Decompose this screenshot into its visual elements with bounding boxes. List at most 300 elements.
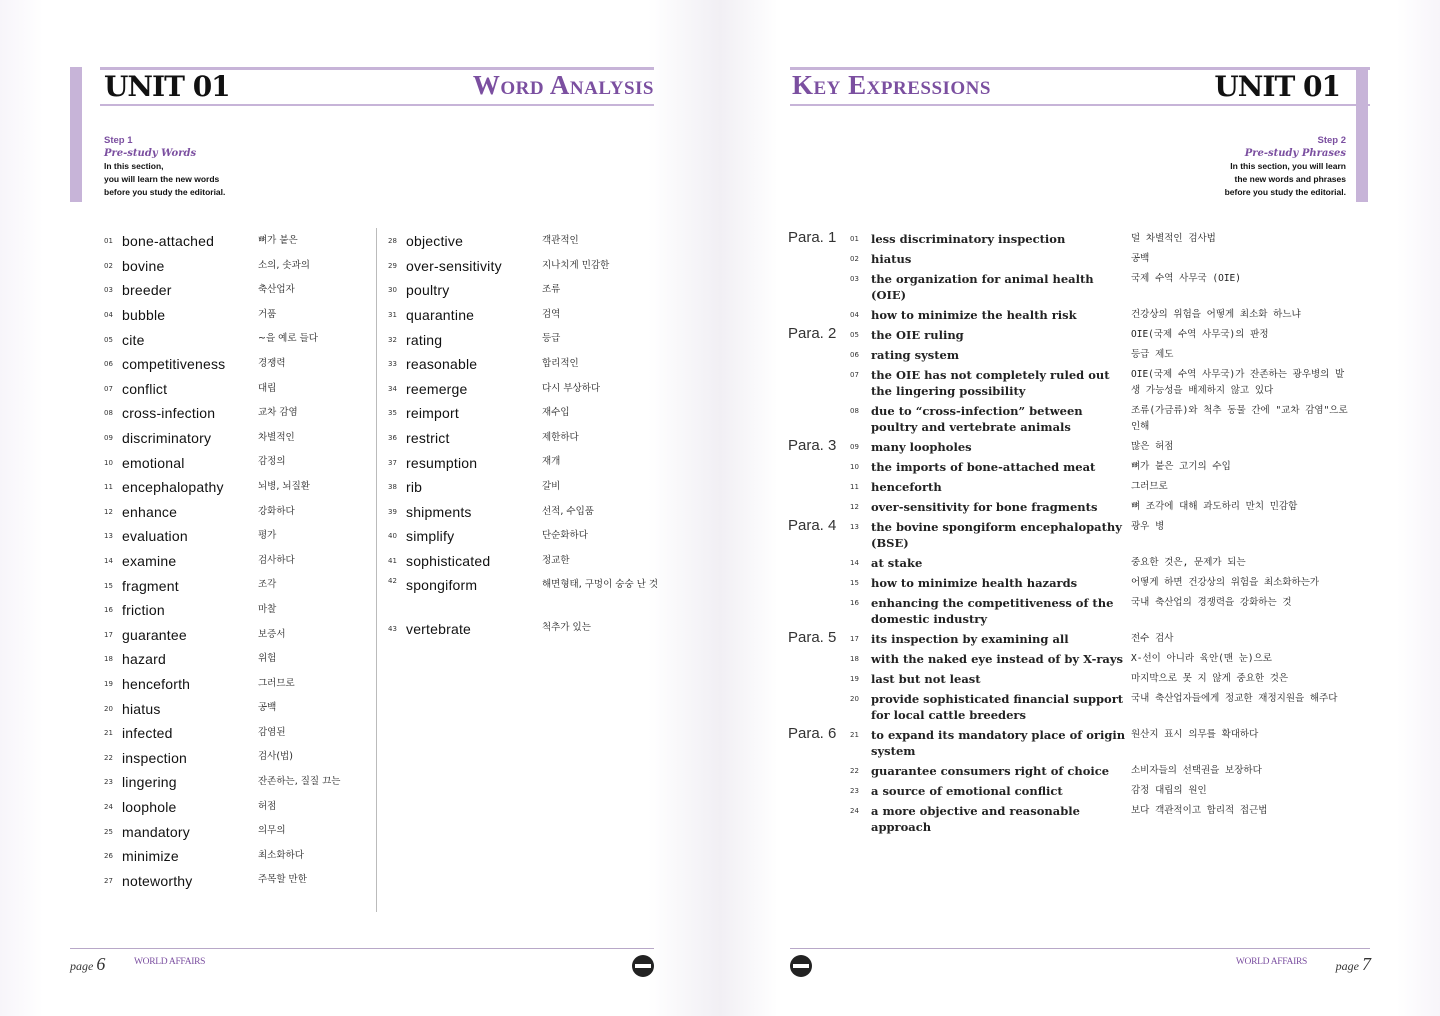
word-number: 26	[104, 852, 113, 861]
expression-text: how to minimize the health risk	[871, 308, 1077, 322]
expression-row	[788, 669, 1428, 689]
column-divider	[376, 228, 377, 912]
expression-text: provide sophisticated financial support for local cattle breeders	[871, 692, 1124, 722]
logo-icon	[790, 955, 812, 977]
expression-meaning: 그러므로	[1131, 481, 1168, 492]
magazine-name: WORLD AFFAIRS	[1235, 957, 1307, 967]
word-number: 40	[388, 532, 397, 541]
paragraph-label: Para. 4	[788, 517, 837, 534]
word-term: infected	[122, 725, 173, 742]
word-term: vertebrate	[406, 620, 472, 637]
word-meaning: 의무의	[258, 825, 286, 837]
word-meaning: 평가	[258, 530, 277, 542]
word-meaning: 차별적인	[258, 431, 295, 443]
word-row	[104, 573, 374, 598]
word-term: cite	[122, 331, 145, 348]
word-row	[104, 229, 374, 254]
word-number: 08	[104, 409, 113, 418]
word-meaning: 검사(법)	[258, 751, 293, 763]
expression-number: 18	[850, 655, 859, 663]
word-row	[388, 549, 658, 574]
expression-meaning: 덜 차별적인 검사법	[1131, 233, 1216, 244]
word-term: restrict	[406, 430, 450, 447]
expression-number: 08	[850, 407, 859, 415]
word-row	[104, 721, 374, 746]
word-term: encephalopathy	[122, 479, 224, 496]
word-term: shipments	[406, 503, 472, 520]
expression-number: 15	[850, 579, 859, 587]
expression-text: the imports of bone-attached meat	[871, 460, 1096, 474]
word-term: simplify	[406, 528, 455, 545]
word-meaning: 강화하다	[258, 505, 295, 517]
expression-meaning: 많은 허점	[1131, 441, 1174, 452]
word-term: cross-infection	[122, 405, 216, 422]
expression-number: 12	[850, 503, 859, 511]
word-meaning: ~을 예로 들다	[258, 333, 318, 345]
word-row	[388, 229, 658, 254]
word-term: noteworthy	[122, 872, 193, 889]
word-row	[104, 327, 374, 352]
expression-text: at stake	[871, 556, 923, 570]
word-row	[104, 254, 374, 279]
expression-text: a source of emotional conflict	[871, 784, 1063, 798]
word-row	[104, 500, 374, 525]
word-row	[104, 426, 374, 451]
logo-icon	[632, 955, 654, 977]
word-number: 25	[104, 827, 113, 836]
page-number	[70, 954, 105, 975]
expression-text: guarantee consumers right of choice	[871, 764, 1110, 778]
expression-row	[788, 517, 1428, 553]
word-number: 39	[388, 507, 397, 516]
step-intro	[1225, 134, 1346, 199]
expression-text: its inspection by examining all	[871, 632, 1069, 646]
expression-number: 20	[850, 695, 859, 703]
word-meaning: 마찰	[258, 603, 277, 615]
expression-text: the OIE has not completely ruled out the lingering possibility	[871, 368, 1110, 398]
word-meaning: 지나치게 민감한	[542, 259, 610, 271]
expression-text: the organization for animal health (OIE)	[871, 272, 1094, 302]
word-meaning: 해면형태, 구멍이 숭숭 난 것	[542, 579, 659, 591]
expression-row	[788, 229, 1428, 249]
word-row	[388, 616, 658, 641]
word-meaning: 검역	[542, 308, 561, 320]
word-term: loophole	[122, 798, 177, 815]
word-number: 20	[104, 704, 113, 713]
expression-meaning: 조류(가금류)와 척추 동물 간에 "교차 감염"으로 인해	[1131, 405, 1348, 432]
word-row	[104, 303, 374, 328]
expression-meaning: 등급 제도	[1131, 349, 1174, 360]
word-term: evaluation	[122, 528, 188, 545]
word-number: 11	[104, 483, 113, 492]
expression-row	[788, 689, 1428, 725]
expression-row	[788, 629, 1428, 649]
word-term: enhance	[122, 503, 178, 520]
expression-number: 24	[850, 807, 859, 815]
word-row	[388, 327, 658, 352]
expression-text: the bovine spongiform encephalopathy (BSE)	[871, 520, 1122, 550]
word-term: resumption	[406, 454, 478, 471]
word-row	[388, 573, 658, 616]
expression-number: 02	[850, 255, 859, 263]
word-meaning: 뇌병, 뇌질환	[258, 480, 310, 492]
word-row	[104, 623, 374, 648]
paragraph-label: Para. 1	[788, 229, 837, 246]
expression-meaning: 건강상의 위험을 어떻게 최소화 하느냐	[1131, 309, 1301, 320]
word-meaning: 보증서	[258, 628, 286, 640]
expression-row	[788, 477, 1428, 497]
word-number: 35	[388, 409, 397, 418]
word-term: bone-attached	[122, 233, 215, 250]
word-row	[104, 696, 374, 721]
expression-row	[788, 249, 1428, 269]
word-term: bovine	[122, 257, 165, 274]
word-number: 03	[104, 286, 113, 295]
word-meaning: 대립	[258, 382, 277, 394]
expression-number: 04	[850, 311, 859, 319]
expression-text: henceforth	[871, 480, 942, 494]
expression-text: due to “cross-infection” between poultry and vertebrate animals	[871, 404, 1083, 434]
paragraph-label: Para. 2	[788, 325, 837, 342]
step-line: before you study the editorial.	[104, 187, 226, 197]
word-row	[388, 278, 658, 303]
word-term: spongiform	[406, 577, 478, 594]
word-meaning: 조류	[542, 284, 561, 296]
word-term: discriminatory	[122, 430, 212, 447]
word-term: henceforth	[122, 675, 191, 692]
header-rule-bottom	[100, 104, 654, 106]
expression-meaning: 전수 검사	[1131, 633, 1174, 644]
word-meaning: 갈비	[542, 480, 561, 492]
expression-row	[788, 781, 1428, 801]
word-row	[388, 450, 658, 475]
word-number: 43	[388, 624, 397, 633]
word-number: 38	[388, 483, 397, 492]
right-page	[720, 0, 1440, 1016]
expression-number: 22	[850, 767, 859, 775]
word-meaning: 조각	[258, 579, 277, 591]
word-meaning: 등급	[542, 333, 561, 345]
expression-number: 17	[850, 635, 859, 643]
word-number: 32	[388, 335, 397, 344]
page-number	[1336, 954, 1371, 975]
expression-row	[788, 573, 1428, 593]
step-subtitle: Pre-study Phrases	[1244, 148, 1346, 159]
word-row	[104, 819, 374, 844]
paragraph-label: Para. 6	[788, 725, 837, 742]
word-list-column-2	[388, 229, 658, 641]
word-meaning: 위험	[258, 653, 277, 665]
expression-meaning: 공백	[1131, 253, 1150, 264]
word-term: examine	[122, 553, 177, 570]
expression-row	[788, 305, 1428, 325]
step-intro	[104, 134, 225, 199]
expression-meaning: 국내 축산업자들에게 정교한 재정지원을 해주다	[1131, 693, 1338, 704]
page-num: 6	[96, 954, 106, 974]
word-meaning: 최소화하다	[258, 849, 304, 861]
word-meaning: 잔존하는, 질질 끄는	[258, 776, 341, 788]
expression-text: with the naked eye instead of by X-rays	[871, 652, 1124, 666]
word-term: friction	[122, 602, 165, 619]
word-number: 34	[388, 384, 397, 393]
word-number: 13	[104, 532, 113, 541]
step-line: In this section,	[104, 161, 164, 171]
word-row	[388, 524, 658, 549]
expression-row	[788, 553, 1428, 573]
word-meaning: 재개	[542, 456, 561, 468]
header-rule-bottom	[790, 104, 1370, 106]
word-number: 33	[388, 360, 397, 369]
word-number: 16	[104, 606, 113, 615]
word-number: 36	[388, 434, 397, 443]
footer-rule	[70, 948, 654, 949]
word-term: reimport	[406, 405, 459, 422]
expression-list	[788, 229, 1428, 837]
expression-meaning: 보다 객관적이고 합리적 접근법	[1131, 805, 1268, 816]
section-title: Key Expressions	[792, 70, 991, 100]
word-row	[388, 475, 658, 500]
word-row	[388, 254, 658, 279]
expression-text: a more objective and reasonable approach	[871, 804, 1080, 834]
expression-meaning: 뼈 조각에 대해 과도하리 만치 민감함	[1131, 501, 1298, 512]
word-term: conflict	[122, 380, 168, 397]
word-list-column-1	[104, 229, 374, 893]
expression-text: how to minimize health hazards	[871, 576, 1078, 590]
word-number: 04	[104, 311, 113, 320]
expression-number: 09	[850, 443, 859, 451]
expression-text: hiatus	[871, 252, 912, 266]
word-meaning: 다시 부상하다	[542, 382, 601, 394]
step-line: In this section, you will learn	[1230, 161, 1346, 171]
expression-meaning: 소비자들의 선택권을 보장하다	[1131, 765, 1262, 776]
word-term: bubble	[122, 307, 166, 324]
word-row	[388, 377, 658, 402]
expression-row	[788, 345, 1428, 365]
word-term: minimize	[122, 848, 179, 865]
word-term: mandatory	[122, 823, 190, 840]
word-term: reemerge	[406, 380, 468, 397]
expression-meaning: 감정 대립의 원인	[1131, 785, 1207, 796]
word-meaning: 감염된	[258, 726, 286, 738]
word-number: 19	[104, 679, 113, 688]
word-term: fragment	[122, 577, 179, 594]
word-meaning: 선적, 수입품	[542, 505, 594, 517]
step-line: before you study the editorial.	[1224, 187, 1346, 197]
expression-meaning: 국내 축산업의 경쟁력을 강화하는 것	[1131, 597, 1292, 608]
word-meaning: 정교한	[542, 554, 570, 566]
word-number: 01	[104, 237, 113, 246]
word-row	[104, 672, 374, 697]
word-number: 23	[104, 778, 113, 787]
word-meaning: 경쟁력	[258, 357, 286, 369]
expression-row	[788, 761, 1428, 781]
expression-row	[788, 401, 1428, 437]
word-term: lingering	[122, 774, 177, 791]
expression-number: 01	[850, 235, 859, 243]
word-number: 37	[388, 458, 397, 467]
page-word: page	[70, 959, 94, 973]
expression-row	[788, 725, 1428, 761]
word-number: 22	[104, 753, 113, 762]
word-row	[104, 377, 374, 402]
expression-row	[788, 801, 1428, 837]
expression-number: 14	[850, 559, 859, 567]
word-number: 42	[388, 577, 397, 586]
magazine-name: WORLD AFFAIRS	[134, 957, 206, 967]
word-row	[104, 450, 374, 475]
expression-number: 10	[850, 463, 859, 471]
word-meaning: 축산업자	[258, 284, 295, 296]
expression-number: 07	[850, 371, 859, 379]
word-row	[388, 500, 658, 525]
expression-row	[788, 649, 1428, 669]
word-meaning: 척추가 있는	[542, 622, 591, 634]
expression-number: 23	[850, 787, 859, 795]
word-row	[388, 303, 658, 328]
expression-number: 06	[850, 351, 859, 359]
word-row	[104, 844, 374, 869]
word-row	[104, 524, 374, 549]
word-meaning: 소의, 솟과의	[258, 259, 310, 271]
unit-title: UNIT 01	[1214, 70, 1340, 103]
word-number: 02	[104, 261, 113, 270]
paragraph-label: Para. 3	[788, 437, 837, 454]
word-term: emotional	[122, 454, 185, 471]
word-number: 09	[104, 434, 113, 443]
expression-text: to expand its mandatory place of origin system	[871, 728, 1126, 758]
expression-text: over-sensitivity for bone fragments	[871, 500, 1098, 514]
word-term: poultry	[406, 282, 450, 299]
word-number: 17	[104, 630, 113, 639]
word-row	[388, 352, 658, 377]
word-row	[104, 795, 374, 820]
word-row	[104, 745, 374, 770]
expression-number: 16	[850, 599, 859, 607]
word-meaning: 재수입	[542, 407, 570, 419]
step-number: Step 2	[1317, 135, 1346, 146]
word-term: hazard	[122, 651, 167, 668]
expression-meaning: 어떻게 하면 건강상의 위험을 최소화하는가	[1131, 577, 1320, 588]
section-title: Word Analysis	[472, 70, 654, 100]
word-row	[104, 647, 374, 672]
expression-meaning: OIE(국제 수역 사무국)의 판정	[1131, 329, 1269, 340]
word-meaning: 합리적인	[542, 357, 579, 369]
word-term: quarantine	[406, 307, 475, 324]
word-term: rib	[406, 479, 423, 496]
word-row	[104, 549, 374, 574]
expression-number: 03	[850, 275, 859, 283]
word-number: 28	[388, 237, 397, 246]
expression-meaning: OIE(국제 수역 사무국)가 잔존하는 광우병의 발생 가능성을 배제하지 않고 있다	[1131, 369, 1345, 396]
expression-number: 19	[850, 675, 859, 683]
word-number: 07	[104, 384, 113, 393]
step-subtitle: Pre-study Words	[104, 148, 197, 159]
page-word: page	[1335, 959, 1359, 973]
expression-meaning: 마지막으로 못 지 않게 중요한 것은	[1131, 673, 1289, 684]
expression-row	[788, 457, 1428, 477]
word-number: 41	[388, 557, 397, 566]
expression-row	[788, 269, 1428, 305]
expression-meaning: 광우 병	[1131, 521, 1165, 532]
step-number: Step 1	[104, 135, 133, 146]
word-meaning: 제한하다	[542, 431, 579, 443]
expression-number: 05	[850, 331, 859, 339]
word-row	[104, 278, 374, 303]
word-meaning: 단순화하다	[542, 530, 588, 542]
word-meaning: 검사하다	[258, 554, 295, 566]
word-term: reasonable	[406, 356, 478, 373]
word-number: 14	[104, 557, 113, 566]
word-term: competitiveness	[122, 356, 226, 373]
word-meaning: 객관적인	[542, 235, 579, 246]
expression-row	[788, 593, 1428, 629]
word-number: 27	[104, 876, 113, 885]
word-row	[104, 475, 374, 500]
word-meaning: 교차 감염	[258, 407, 298, 419]
expression-row	[788, 437, 1428, 457]
word-meaning: 주목할 만한	[258, 874, 307, 886]
expression-text: last but not least	[871, 672, 981, 686]
expression-text: enhancing the competitiveness of the domestic industry	[871, 596, 1114, 626]
word-meaning: 거품	[258, 308, 277, 320]
word-number: 31	[388, 311, 397, 320]
step-line: the new words and phrases	[1234, 174, 1346, 184]
expression-text: many loopholes	[871, 440, 972, 454]
expression-text: the OIE ruling	[871, 328, 964, 342]
expression-meaning: 중요한 것은, 문제가 되는	[1131, 557, 1246, 568]
sidebar-accent-bar	[70, 67, 82, 202]
word-number: 12	[104, 507, 113, 516]
word-meaning: 그러므로	[258, 677, 295, 689]
word-term: inspection	[122, 749, 188, 766]
word-number: 29	[388, 261, 397, 270]
word-number: 18	[104, 655, 113, 664]
expression-meaning: X-선이 아니라 육안(맨 눈)으로	[1131, 653, 1272, 664]
expression-meaning: 국제 수역 사무국 (OIE)	[1131, 273, 1241, 284]
word-row	[104, 770, 374, 795]
word-term: hiatus	[122, 700, 161, 717]
footer-rule	[790, 948, 1370, 949]
expression-text: rating system	[871, 348, 960, 362]
word-term: sophisticated	[406, 553, 491, 570]
word-row	[104, 352, 374, 377]
word-meaning: 뼈가 붙은	[258, 235, 298, 246]
word-term: objective	[406, 233, 464, 250]
expression-number: 13	[850, 523, 859, 531]
expression-meaning: 뼈가 붙은 고기의 수입	[1131, 461, 1231, 472]
sidebar-accent-bar	[1356, 67, 1368, 202]
word-number: 24	[104, 802, 113, 811]
word-number: 10	[104, 458, 113, 467]
word-number: 30	[388, 286, 397, 295]
word-row	[104, 401, 374, 426]
word-number: 15	[104, 581, 113, 590]
expression-number: 11	[850, 483, 859, 491]
word-meaning: 공백	[258, 702, 277, 714]
expression-row	[788, 497, 1428, 517]
step-line: you will learn the new words	[104, 174, 220, 184]
word-row	[388, 401, 658, 426]
word-term: breeder	[122, 282, 172, 299]
paragraph-label: Para. 5	[788, 629, 837, 646]
word-meaning: 허점	[258, 800, 277, 812]
expression-row	[788, 325, 1428, 345]
word-row	[104, 868, 374, 893]
expression-text: less discriminatory inspection	[871, 232, 1066, 246]
word-number: 05	[104, 335, 113, 344]
word-number: 21	[104, 729, 113, 738]
expression-number: 21	[850, 731, 859, 739]
